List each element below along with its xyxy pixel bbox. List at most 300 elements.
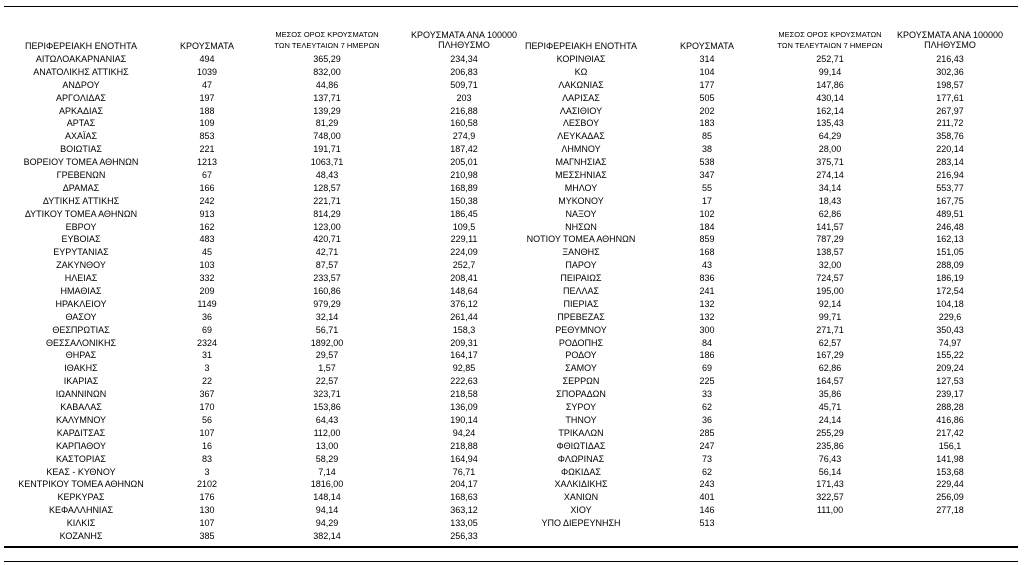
per100k-value: 288,28 (936, 402, 964, 413)
region-name: ΡΕΘΥΜΝΟΥ (555, 324, 607, 335)
per100k-value: 76,71 (452, 466, 476, 477)
region-name: ΜΗΛΟΥ (564, 182, 598, 193)
table-row (0, 79, 512, 92)
per100k-value: 376,12 (450, 298, 478, 309)
table-row (500, 259, 1024, 272)
cases-value: 102 (699, 208, 715, 219)
cases-value: 538 (699, 157, 715, 168)
cases-value: 186 (699, 350, 715, 361)
avg-7day-value: 1063,71 (310, 157, 344, 168)
cases-value: 241 (699, 286, 715, 297)
table-row (500, 453, 1024, 466)
cases-value: 56 (201, 414, 212, 425)
table-row (0, 427, 512, 440)
region-name: ΒΟΙΩΤΙΑΣ (60, 144, 102, 155)
avg-7day-value: 724,57 (816, 273, 844, 284)
region-name: ΣΑΜΟΥ (565, 363, 597, 374)
avg-7day-value: 255,29 (816, 427, 844, 438)
left-table (0, 53, 512, 543)
cases-value: 17 (701, 195, 712, 206)
per100k-value: 256,09 (936, 492, 964, 503)
cases-value: 225 (699, 376, 715, 387)
table-row (0, 440, 512, 453)
table-row (0, 182, 512, 195)
avg-7day-value: 94,29 (315, 518, 339, 529)
per100k-value: 74,97 (938, 337, 962, 348)
cases-value: 367 (199, 389, 215, 400)
avg-7day-value: 147,86 (816, 79, 844, 90)
avg-7day-value: 748,00 (313, 131, 341, 142)
region-name: ΧΑΛΚΙΔΙΚΗΣ (554, 479, 608, 490)
avg-7day-value: 87,57 (315, 260, 339, 271)
region-name: ΑΝΔΡΟΥ (62, 79, 100, 90)
avg-7day-value: 235,86 (816, 440, 844, 451)
table-row (0, 311, 512, 324)
table-row (0, 298, 512, 311)
avg-7day-value: 420,71 (313, 234, 341, 245)
per100k-value: 164,94 (450, 453, 478, 464)
per100k-value: 261,44 (450, 311, 478, 322)
region-name: ΑΡΤΑΣ (66, 118, 96, 129)
table-row (500, 478, 1024, 491)
per100k-value: 224,09 (450, 247, 478, 258)
cases-value: 67 (201, 170, 212, 181)
cases-value: 62 (701, 402, 712, 413)
table-row (500, 285, 1024, 298)
avg-7day-value: 382,14 (313, 530, 341, 541)
region-name: ΚΕΦΑΛΛΗΝΙΑΣ (48, 505, 114, 516)
region-name: ΑΧΑΪΑΣ (64, 131, 98, 142)
avg-7day-value: 322,57 (816, 492, 844, 503)
per100k-value: 211,72 (936, 118, 964, 129)
cases-value: 73 (701, 453, 712, 464)
table-row (0, 491, 512, 504)
avg-7day-value: 365,29 (313, 54, 341, 64)
region-name: ΚΑΣΤΟΡΙΑΣ (56, 453, 106, 464)
region-name: ΠΡΕΒΕΖΑΣ (557, 311, 605, 322)
cases-value: 162 (199, 221, 215, 232)
table-row (0, 246, 512, 259)
avg-7day-value: 233,57 (313, 273, 341, 284)
region-name: ΣΕΡΡΩΝ (562, 376, 600, 387)
avg-7day-value: 323,71 (313, 389, 341, 400)
cases-value: 913 (199, 208, 215, 219)
avg-7day-value: 56,14 (818, 466, 842, 477)
per100k-value: 94,24 (452, 427, 476, 438)
region-name: ΣΥΡΟΥ (565, 402, 597, 413)
header-per100k-line1: ΚΡΟΥΣΜΑΤΑ ΑΝΑ 100000 (897, 30, 1003, 40)
table-row (500, 143, 1024, 156)
region-name: ΙΘΑΚΗΣ (64, 363, 98, 374)
avg-7day-value: 148,14 (313, 492, 341, 503)
avg-7day-value: 45,71 (818, 402, 842, 413)
cases-value: 483 (199, 234, 215, 245)
avg-7day-value: 252,71 (816, 54, 844, 64)
cases-value: 385 (199, 530, 215, 541)
cases-value: 242 (199, 195, 215, 206)
avg-7day-value: 274,14 (816, 170, 844, 181)
avg-7day-value: 64,29 (818, 131, 842, 142)
table-row (0, 259, 512, 272)
table-row (0, 233, 512, 246)
per100k-value: 156,1 (938, 440, 962, 451)
region-name: ΛΑΣΙΘΙΟΥ (559, 105, 603, 116)
per100k-value: 216,88 (450, 105, 478, 116)
per100k-value: 190,14 (450, 414, 478, 425)
cases-value: 505 (699, 92, 715, 103)
table-row (500, 156, 1024, 169)
avg-7day-value: 164,57 (816, 376, 844, 387)
avg-7day-value: 221,71 (313, 195, 341, 206)
cases-value: 1213 (196, 157, 218, 168)
cases-value: 170 (199, 402, 215, 413)
region-name: ΠΑΡΟΥ (565, 260, 597, 271)
cases-value: 84 (701, 337, 712, 348)
region-name: ΛΑΚΩΝΙΑΣ (558, 79, 604, 90)
region-name: ΚΩ (574, 66, 588, 77)
per100k-value: 553,77 (936, 182, 964, 193)
per100k-value: 206,83 (450, 66, 478, 77)
per100k-value: 288,09 (936, 260, 964, 271)
region-name: ΔΡΑΜΑΣ (62, 182, 100, 193)
per100k-value: 92,85 (452, 363, 476, 374)
cases-value: 188 (199, 105, 215, 116)
header-avg-line2: ΤΩΝ ΤΕΛΕΥΤΑΙΩΝ 7 ΗΜΕΡΩΝ (777, 41, 883, 50)
per100k-value: 302,36 (936, 66, 964, 77)
cases-value: 43 (701, 260, 712, 271)
region-name: ΕΥΡΥΤΑΝΙΑΣ (53, 247, 109, 258)
table-row (500, 195, 1024, 208)
cases-value: 16 (201, 440, 212, 451)
avg-7day-value: 99,14 (818, 66, 842, 77)
table-row (0, 337, 512, 350)
table-row (0, 466, 512, 479)
cases-value: 853 (199, 131, 215, 142)
region-name: ΔΥΤΙΚΗΣ ΑΤΤΙΚΗΣ (42, 195, 120, 206)
per100k-value: 239,17 (936, 389, 964, 400)
avg-7day-value: 787,29 (816, 234, 844, 245)
table-row (0, 453, 512, 466)
table-row (500, 130, 1024, 143)
cases-value: 2324 (196, 337, 218, 348)
avg-7day-value: 111,00 (816, 505, 844, 516)
avg-7day-value: 24,14 (818, 414, 842, 425)
per100k-value: 186,19 (936, 273, 964, 284)
region-name: ΜΥΚΟΝΟΥ (558, 195, 604, 206)
avg-7day-value: 81,29 (315, 118, 339, 129)
region-name: ΖΑΚΥΝΘΟΥ (56, 260, 106, 271)
region-name: ΑΡΚΑΔΙΑΣ (58, 105, 104, 116)
avg-7day-value: 34,14 (818, 182, 842, 193)
cases-value: 300 (699, 324, 715, 335)
region-name: ΚΑΡΔΙΤΣΑΣ (56, 427, 106, 438)
region-name: ΓΡΕΒΕΝΩΝ (56, 170, 106, 181)
avg-7day-value: 18,43 (818, 195, 842, 206)
per100k-value: 162,13 (936, 234, 964, 245)
per100k-value: 133,05 (450, 518, 478, 529)
table-row (0, 272, 512, 285)
cases-value: 146 (699, 505, 715, 516)
avg-7day-value: 1892,00 (310, 337, 344, 348)
table-row (500, 105, 1024, 118)
avg-7day-value: 375,71 (816, 157, 844, 168)
per100k-value: 141,98 (936, 453, 964, 464)
table-row (0, 195, 512, 208)
region-name: ΕΥΒΟΙΑΣ (61, 234, 101, 245)
table-row (500, 246, 1024, 259)
avg-7day-value: 160,86 (313, 286, 341, 297)
cases-value: 3 (204, 466, 210, 477)
cases-value: 130 (199, 505, 215, 516)
header-per100k-right (880, 30, 1020, 50)
cases-value: 132 (699, 311, 715, 322)
table-row (0, 221, 512, 234)
table-row (0, 362, 512, 375)
table-row (500, 117, 1024, 130)
per100k-value: 220,14 (936, 144, 964, 155)
per100k-value: 204,17 (450, 479, 478, 490)
region-name: ΘΗΡΑΣ (65, 350, 97, 361)
table-row (0, 66, 512, 79)
table-row (500, 233, 1024, 246)
per100k-value: 274,9 (452, 131, 476, 142)
region-name: ΗΜΑΘΙΑΣ (60, 286, 102, 297)
avg-7day-value: 13,00 (315, 440, 339, 451)
region-name: ΠΕΛΛΑΣ (562, 286, 600, 297)
avg-7day-value: 32,00 (818, 260, 842, 271)
region-name: ΙΚΑΡΙΑΣ (63, 376, 99, 387)
cases-value: 168 (699, 247, 715, 258)
region-name: ΛΕΥΚΑΔΑΣ (557, 131, 605, 142)
cases-value: 109 (199, 118, 215, 129)
region-name: ΠΙΕΡΙΑΣ (563, 298, 599, 309)
cases-value: 107 (199, 518, 215, 529)
per100k-value: 229,11 (450, 234, 478, 245)
per100k-value: 229,6 (938, 311, 962, 322)
table-row (500, 272, 1024, 285)
region-name: ΚΕΑΣ - ΚΥΘΝΟΥ (46, 466, 116, 477)
table-row (500, 182, 1024, 195)
region-name: ΗΡΑΚΛΕΙΟΥ (55, 298, 107, 309)
right-table (500, 53, 1024, 530)
per100k-value: 164,17 (450, 350, 478, 361)
avg-7day-value: 141,57 (816, 221, 844, 232)
per100k-value: 218,58 (450, 389, 478, 400)
table-row (0, 208, 512, 221)
region-name: ΚΑΛΥΜΝΟΥ (55, 414, 107, 425)
table-row (500, 362, 1024, 375)
region-name: ΚΟΡΙΝΘΙΑΣ (556, 54, 606, 64)
cases-value: 3 (204, 363, 210, 374)
table-row (500, 388, 1024, 401)
region-name: ΑΡΓΟΛΙΔΑΣ (56, 92, 106, 103)
region-name: ΗΛΕΙΑΣ (64, 273, 98, 284)
region-name: ΚΕΡΚΥΡΑΣ (57, 492, 105, 503)
cases-value: 184 (699, 221, 715, 232)
header-avg-line1: ΜΕΣΟΣ ΟΡΟΣ ΚΡΟΥΣΜΑΤΩΝ (275, 30, 379, 39)
region-name: ΒΟΡΕΙΟΥ ΤΟΜΕΑ ΑΘΗΝΩΝ (23, 157, 139, 168)
avg-7day-value: 76,43 (818, 453, 842, 464)
per100k-value: 136,09 (450, 402, 478, 413)
cases-value: 176 (199, 492, 215, 503)
per100k-value: 252,7 (452, 260, 476, 271)
header-avg-left (262, 29, 392, 51)
region-name: ΛΕΣΒΟΥ (562, 118, 600, 129)
region-name: ΠΕΙΡΑΙΩΣ (560, 273, 602, 284)
avg-7day-value: 195,00 (816, 286, 844, 297)
per100k-value: 277,18 (936, 505, 964, 516)
per100k-value: 198,57 (936, 79, 964, 90)
region-name: ΡΟΔΟΥ (565, 350, 597, 361)
per100k-value: 109,5 (452, 221, 476, 232)
cases-value: 55 (701, 182, 712, 193)
cases-value: 36 (201, 311, 212, 322)
table-row (0, 478, 512, 491)
region-name: ΔΥΤΙΚΟΥ ΤΟΜΕΑ ΑΘΗΝΩΝ (24, 208, 138, 219)
table-row (0, 388, 512, 401)
per100k-value: 148,64 (450, 286, 478, 297)
region-name: ΘΕΣΣΑΛΟΝΙΚΗΣ (45, 337, 117, 348)
cases-value: 513 (699, 518, 715, 529)
avg-7day-value: 32,14 (315, 311, 339, 322)
table-row (500, 66, 1024, 79)
table-row (0, 324, 512, 337)
region-name: ΥΠΟ ΔΙΕΡΕΥΝΗΣΗ (541, 518, 621, 529)
table-row (0, 285, 512, 298)
header-region-right: ΠΕΡΙΦΕΡΕΙΑΚΗ ΕΝΟΤΗΤΑ (524, 41, 638, 51)
per100k-value: 218,88 (450, 440, 478, 451)
region-name: ΤΡΙΚΑΛΩΝ (558, 427, 604, 438)
region-name: ΦΩΚΙΔΑΣ (561, 466, 601, 477)
per100k-value: 416,86 (936, 414, 964, 425)
avg-7day-value: 48,43 (315, 170, 339, 181)
avg-7day-value: 832,00 (313, 66, 341, 77)
cases-value: 83 (201, 453, 212, 464)
avg-7day-value: 271,71 (816, 324, 844, 335)
per100k-value: 177,61 (936, 92, 964, 103)
avg-7day-value: 153,86 (313, 402, 341, 413)
per100k-value: 256,33 (450, 530, 478, 541)
avg-7day-value: 35,86 (818, 389, 842, 400)
table-row (500, 92, 1024, 105)
region-name: ΚΑΡΠΑΘΟΥ (55, 440, 107, 451)
avg-7day-value: 22,57 (315, 376, 339, 387)
region-name: ΦΘΙΩΤΙΔΑΣ (556, 440, 606, 451)
table-row (500, 79, 1024, 92)
header-region-left: ΠΕΡΙΦΕΡΕΙΑΚΗ ΕΝΟΤΗΤΑ (24, 41, 138, 51)
region-name: ΤΗΝΟΥ (565, 414, 597, 425)
table-row (0, 130, 512, 143)
per100k-value: 127,53 (936, 376, 964, 387)
region-name: ΦΛΩΡΙΝΑΣ (557, 453, 605, 464)
per100k-value: 150,38 (450, 195, 478, 206)
cases-value: 347 (699, 170, 715, 181)
avg-7day-value: 28,00 (818, 144, 842, 155)
region-name: ΚΑΒΑΛΑΣ (60, 402, 102, 413)
region-name: ΕΒΡΟΥ (65, 221, 97, 232)
per100k-value: 216,94 (936, 170, 964, 181)
table-row (500, 491, 1024, 504)
header-cases-right: ΚΡΟΥΣΜΑΤΑ (680, 41, 734, 51)
cases-value: 22 (201, 376, 212, 387)
per100k-value: 209,24 (936, 363, 964, 374)
avg-7day-value: 1816,00 (310, 479, 344, 490)
region-name: ΘΑΣΟΥ (65, 311, 97, 322)
table-row (500, 169, 1024, 182)
cases-value: 62 (701, 466, 712, 477)
avg-7day-value: 29,57 (315, 350, 339, 361)
per100k-value: 104,18 (936, 298, 964, 309)
avg-7day-value: 135,43 (816, 118, 844, 129)
per100k-value: 489,51 (936, 208, 964, 219)
cases-value: 494 (199, 54, 215, 64)
avg-7day-value: 42,71 (315, 247, 339, 258)
header-per100k-line2: ΠΛΗΘΥΣΜΟ (924, 40, 976, 50)
avg-7day-value: 92,14 (818, 298, 842, 309)
region-name: ΙΩΑΝΝΙΝΩΝ (55, 389, 107, 400)
per100k-value: 153,68 (936, 466, 964, 477)
table-row (500, 517, 1024, 530)
per100k-value: 208,41 (450, 273, 478, 284)
cases-value: 36 (701, 414, 712, 425)
avg-7day-value: 814,29 (313, 208, 341, 219)
per100k-value: 246,48 (936, 221, 964, 232)
table-row (0, 105, 512, 118)
region-name: ΝΗΣΩΝ (565, 221, 597, 232)
avg-7day-value: 58,29 (315, 453, 339, 464)
footer-rule (4, 561, 1018, 562)
avg-7day-value: 1,57 (318, 363, 336, 374)
per100k-value: 283,14 (936, 157, 964, 168)
cases-value: 314 (699, 54, 715, 64)
cases-value: 45 (201, 247, 212, 258)
per100k-value: 172,54 (936, 286, 964, 297)
cases-value: 177 (699, 79, 715, 90)
cases-value: 166 (199, 182, 215, 193)
cases-value: 332 (199, 273, 215, 284)
table-row (500, 401, 1024, 414)
region-name: ΘΕΣΠΡΩΤΙΑΣ (52, 324, 110, 335)
table-row (500, 208, 1024, 221)
cases-value: 859 (699, 234, 715, 245)
table-row (500, 311, 1024, 324)
table-row (500, 504, 1024, 517)
table-row (500, 53, 1024, 66)
avg-7day-value: 139,29 (313, 105, 341, 116)
cases-value: 183 (699, 118, 715, 129)
cases-value: 132 (699, 298, 715, 309)
cases-value: 85 (701, 131, 712, 142)
table-row (0, 169, 512, 182)
cases-value: 247 (699, 440, 715, 451)
avg-7day-value: 62,57 (818, 337, 842, 348)
table-row (0, 156, 512, 169)
per100k-value: 205,01 (450, 157, 478, 168)
region-name: ΚΙΛΚΙΣ (66, 518, 96, 529)
cases-value: 103 (199, 260, 215, 271)
avg-7day-value: 167,29 (816, 350, 844, 361)
region-name: ΡΟΔΟΠΗΣ (558, 337, 604, 348)
avg-7day-value: 137,71 (313, 92, 341, 103)
cases-value: 31 (201, 350, 212, 361)
cases-value: 1039 (196, 66, 218, 77)
table-row (500, 440, 1024, 453)
cases-value: 104 (699, 66, 715, 77)
header-avg-right (765, 29, 895, 51)
table-row (500, 337, 1024, 350)
avg-7day-value: 171,43 (816, 479, 844, 490)
cases-value: 69 (201, 324, 212, 335)
